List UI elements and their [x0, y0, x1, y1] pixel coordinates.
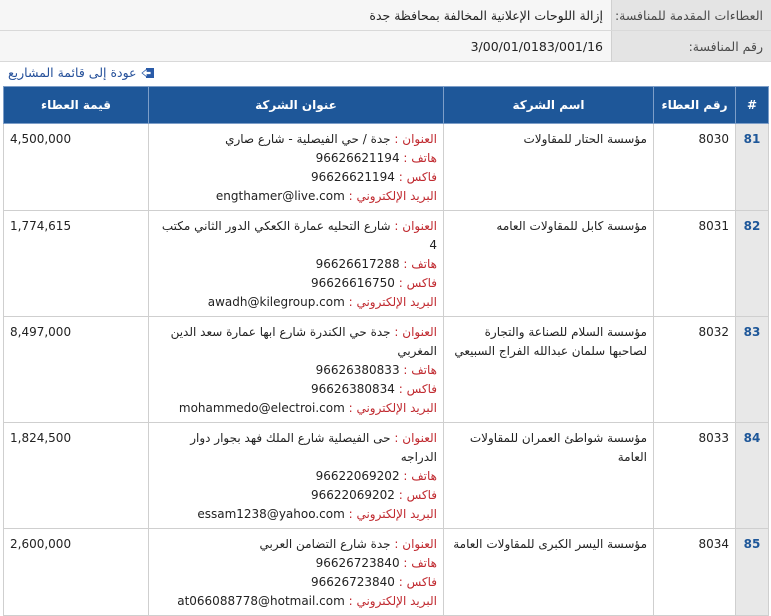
- row-index-link[interactable]: 84: [736, 423, 769, 529]
- bids-table-header: [4, 87, 769, 124]
- table-row: [4, 317, 769, 423]
- company-name: مؤسسة السلام للصناعة والتجارة لصاحبها سلمان عبدالله الفراج السبيعي: [444, 317, 654, 423]
- back-to-projects-link[interactable]: [8, 65, 155, 80]
- fax-line: [155, 486, 437, 505]
- fax-line: [155, 168, 437, 187]
- company-address-cell: [149, 317, 444, 423]
- email-key: البريد الإلكتروني: [356, 189, 437, 203]
- phone-line: [155, 467, 437, 486]
- phone-value: 96626617288: [315, 257, 400, 271]
- company-name: مؤسسة كابل للمقاولات العامه: [444, 211, 654, 317]
- tender-info: [0, 0, 771, 62]
- table-row: [4, 211, 769, 317]
- separator: :: [344, 507, 357, 521]
- row-index-link[interactable]: 82: [736, 211, 769, 317]
- company-address-cell: [149, 529, 444, 616]
- address-value: جدة حي الكندرة شارع ابها عمارة سعد الدين المغربي: [170, 325, 437, 358]
- col-company-name: اسم الشركة: [444, 87, 654, 124]
- bid-value: 2,600,000: [4, 529, 149, 616]
- separator: :: [399, 363, 412, 377]
- separator: :: [390, 537, 403, 551]
- email-key: البريد الإلكتروني: [356, 594, 437, 608]
- separator: :: [399, 556, 412, 570]
- separator: :: [394, 170, 407, 184]
- row-index-link[interactable]: 85: [736, 529, 769, 616]
- submitted-bids-row: [0, 0, 771, 31]
- company-address-cell: [149, 423, 444, 529]
- fax-value: 96622069202: [310, 488, 395, 502]
- address-line: [155, 130, 437, 149]
- email-key: البريد الإلكتروني: [356, 507, 437, 521]
- fax-line: [155, 274, 437, 293]
- fax-line: [155, 380, 437, 399]
- phone-value: 96626723840: [315, 556, 400, 570]
- bid-number: 8031: [654, 211, 736, 317]
- bid-number: 8033: [654, 423, 736, 529]
- separator: :: [390, 325, 403, 339]
- fax-key: فاكس: [406, 170, 437, 184]
- phone-key: هاتف: [411, 469, 437, 483]
- fax-value: 96626616750: [310, 276, 395, 290]
- separator: :: [399, 469, 412, 483]
- separator: :: [390, 132, 403, 146]
- phone-line: [155, 149, 437, 168]
- tender-title: إزالة اللوحات الإعلانية المخالفة بمحافظة جدة: [0, 0, 611, 30]
- email-line: [155, 293, 437, 312]
- tender-number-row: [0, 31, 771, 62]
- col-bid-value: قيمة العطاء: [4, 87, 149, 124]
- fax-key: فاكس: [406, 575, 437, 589]
- separator: :: [390, 219, 403, 233]
- address-line: [155, 217, 437, 255]
- address-value: جدة شارع التضامن العربي: [259, 537, 391, 551]
- bid-number: 8034: [654, 529, 736, 616]
- col-index: #: [736, 87, 769, 124]
- address-key: العنوان: [402, 431, 437, 445]
- company-address-cell: [149, 124, 444, 211]
- phone-key: هاتف: [411, 257, 437, 271]
- separator: :: [344, 401, 357, 415]
- separator: :: [344, 594, 357, 608]
- company-name: مؤسسة الحتار للمقاولات: [444, 124, 654, 211]
- table-row: [4, 529, 769, 616]
- email-value: engthamer@live.com: [215, 189, 345, 203]
- phone-key: هاتف: [411, 363, 437, 377]
- address-value: جدة / حي الفيصلية - شارع صاري: [225, 132, 391, 146]
- email-key: البريد الإلكتروني: [356, 401, 437, 415]
- table-row: [4, 124, 769, 211]
- bid-number: 8030: [654, 124, 736, 211]
- separator: :: [394, 276, 407, 290]
- fax-key: فاكس: [406, 382, 437, 396]
- fax-value: 96626621194: [310, 170, 395, 184]
- email-line: [155, 505, 437, 524]
- phone-line: [155, 255, 437, 274]
- table-row: [4, 423, 769, 529]
- row-index-link[interactable]: 83: [736, 317, 769, 423]
- fax-key: فاكس: [406, 276, 437, 290]
- phone-value: 96626621194: [315, 151, 400, 165]
- bids-table: [3, 86, 769, 616]
- separator: :: [344, 295, 357, 309]
- address-line: [155, 535, 437, 554]
- col-bid-number: رقم العطاء: [654, 87, 736, 124]
- email-key: البريد الإلكتروني: [356, 295, 437, 309]
- separator: :: [399, 257, 412, 271]
- bid-value: 1,824,500: [4, 423, 149, 529]
- separator: :: [344, 189, 357, 203]
- address-key: العنوان: [402, 219, 437, 233]
- email-value: essam1238@yahoo.com: [197, 507, 345, 521]
- tender-number-value: 3/00/01/0183/001/16: [0, 31, 611, 61]
- separator: :: [390, 431, 403, 445]
- fax-value: 96626380834: [310, 382, 395, 396]
- separator: :: [399, 151, 412, 165]
- phone-key: هاتف: [411, 556, 437, 570]
- address-key: العنوان: [402, 537, 437, 551]
- address-line: [155, 323, 437, 361]
- row-index-link[interactable]: 81: [736, 124, 769, 211]
- back-link-label[interactable]: عودة إلى قائمة المشاريع: [8, 65, 137, 80]
- company-name: مؤسسة شواطئ العمران للمقاولات العامة: [444, 423, 654, 529]
- phone-key: هاتف: [411, 151, 437, 165]
- phone-value: 96626380833: [315, 363, 400, 377]
- fax-key: فاكس: [406, 488, 437, 502]
- address-key: العنوان: [402, 325, 437, 339]
- phone-value: 96622069202: [315, 469, 400, 483]
- col-company-address: عنوان الشركة: [149, 87, 444, 124]
- back-arrow-icon: [141, 66, 155, 80]
- email-line: [155, 187, 437, 206]
- separator: :: [394, 575, 407, 589]
- fax-line: [155, 573, 437, 592]
- company-name: مؤسسة اليسر الكبرى للمقاولات العامة: [444, 529, 654, 616]
- email-value: at066088778@hotmail.com: [177, 594, 345, 608]
- bid-value: 4,500,000: [4, 124, 149, 211]
- email-line: [155, 399, 437, 418]
- bid-value: 1,774,615: [4, 211, 149, 317]
- address-value: شارع التحليه عمارة الكعكي الدور الثاني مكتب 4: [161, 219, 437, 252]
- email-value: awadh@kilegroup.com: [207, 295, 345, 309]
- company-address-cell: [149, 211, 444, 317]
- separator: :: [394, 488, 407, 502]
- email-value: mohammedo@electroi.com: [178, 401, 345, 415]
- separator: :: [394, 382, 407, 396]
- address-key: العنوان: [402, 132, 437, 146]
- tender-number-label: رقم المنافسة:: [611, 31, 771, 61]
- bid-value: 8,497,000: [4, 317, 149, 423]
- address-line: [155, 429, 437, 467]
- address-value: حى الفيصلية شارع الملك فهد بجوار دوار الدراجه: [190, 431, 437, 464]
- fax-value: 96626723840: [310, 575, 395, 589]
- submitted-bids-label: العطاءات المقدمة للمنافسة:: [611, 0, 771, 30]
- phone-line: [155, 361, 437, 380]
- phone-line: [155, 554, 437, 573]
- bid-number: 8032: [654, 317, 736, 423]
- email-line: [155, 592, 437, 611]
